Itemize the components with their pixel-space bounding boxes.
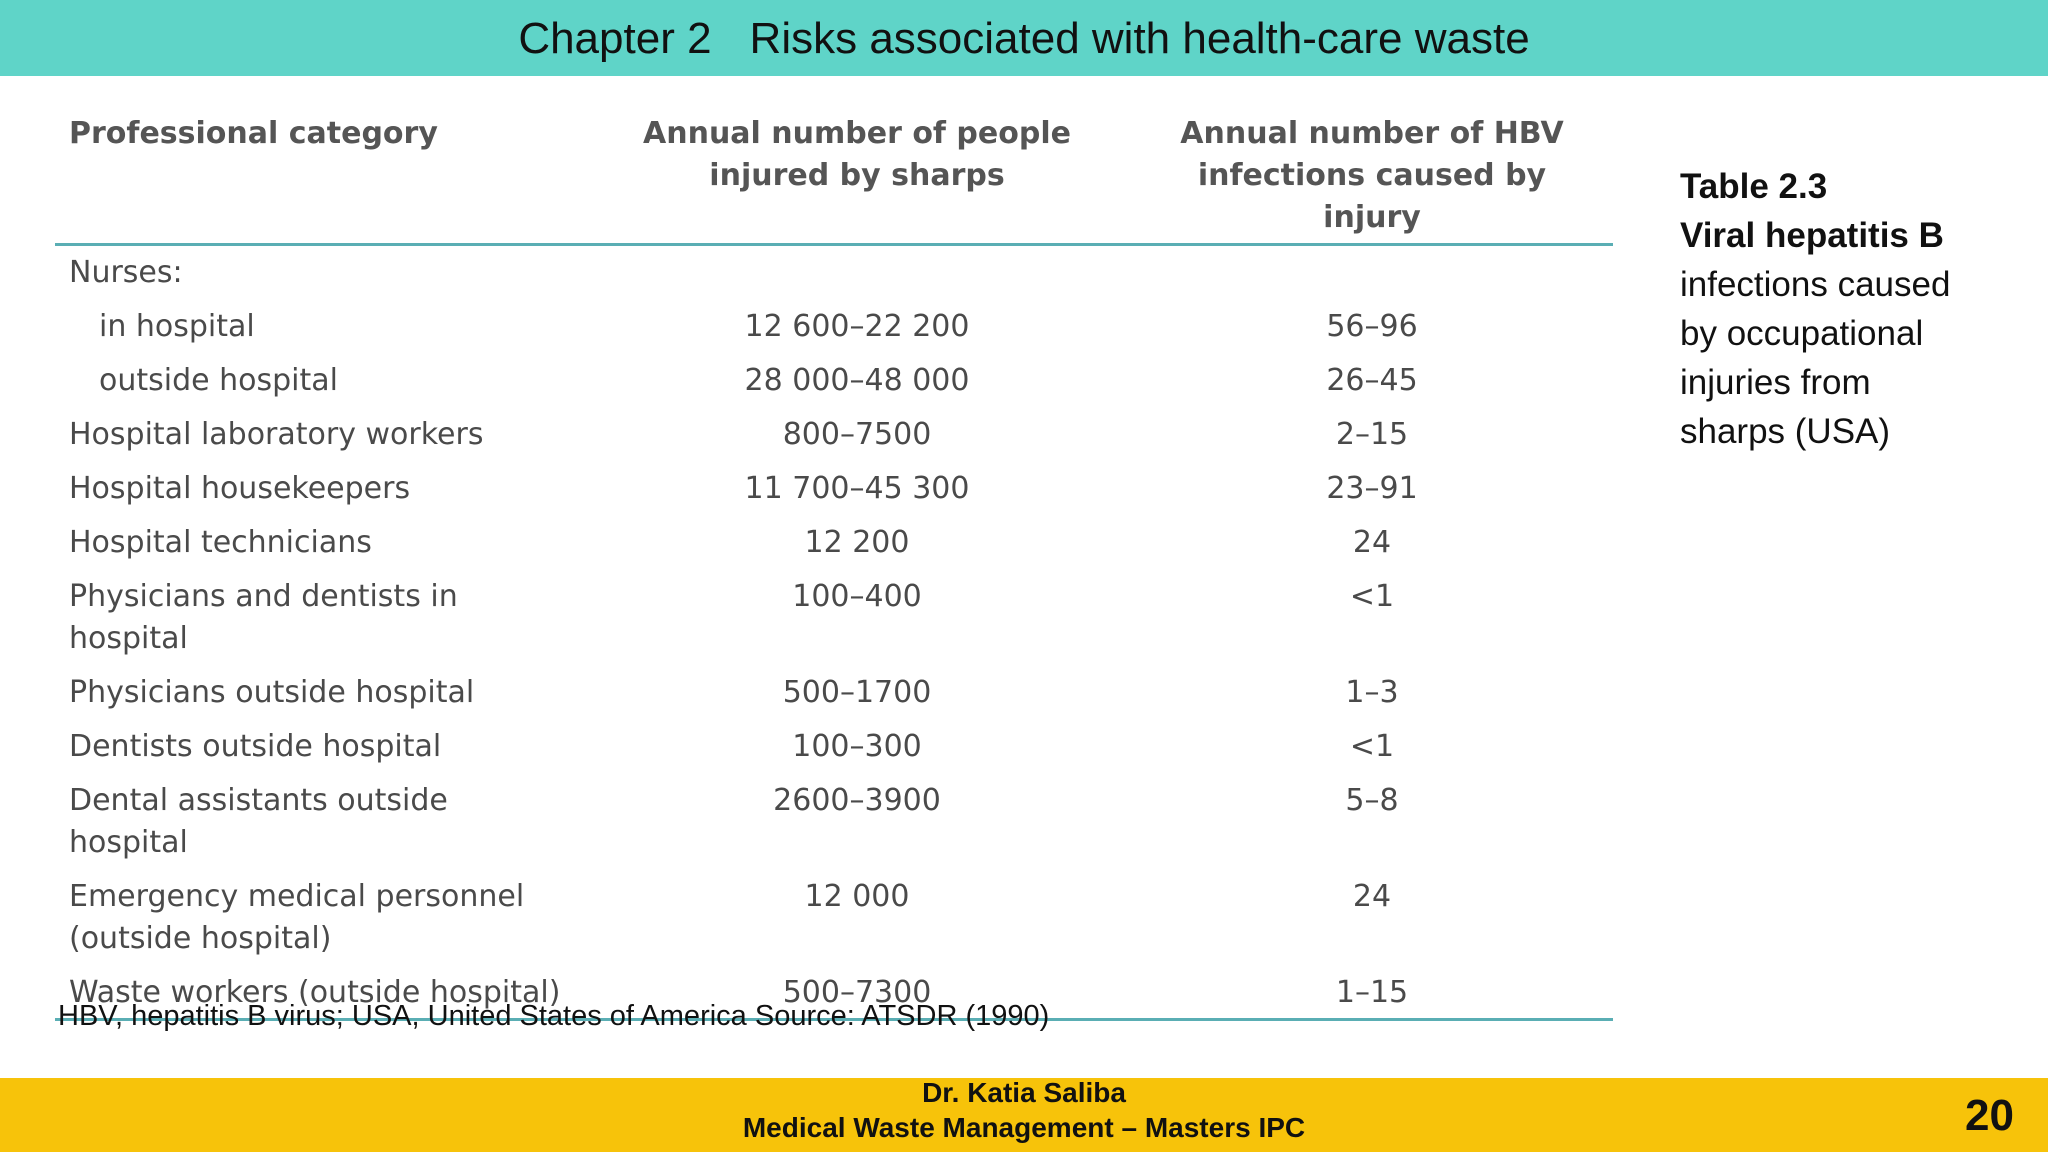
table-row	[55, 720, 1613, 774]
row-infections: 24	[1352, 525, 1392, 560]
row-infections: <1	[1349, 729, 1395, 764]
table-header-row	[55, 108, 1613, 245]
row-infections: 24	[1352, 879, 1392, 914]
row-injured: 500–7300	[583, 966, 1131, 1020]
row-injured: 100–400	[792, 579, 922, 614]
table-caption	[1680, 162, 2020, 456]
row-category: Hospital technicians	[69, 525, 372, 560]
row-category: Dental assistants outside hospital	[69, 783, 448, 860]
footer-course: Medical Waste Management – Masters IPC	[742, 1112, 1306, 1143]
row-infections: 1–3	[1345, 675, 1399, 710]
table-row	[55, 570, 1613, 666]
column-header-category: Professional category	[55, 108, 583, 245]
row-infections: 23–91	[1326, 471, 1418, 506]
caption-label: Table 2.3	[1680, 167, 1828, 206]
row-injured: 100–300	[792, 729, 922, 764]
row-injured: 11 700–45 300	[744, 471, 970, 506]
row-injured: 12 600–22 200	[744, 309, 970, 344]
caption-line: injuries from	[1680, 363, 1871, 402]
row-injured	[583, 245, 1131, 301]
footer-author: Dr. Katia Saliba	[922, 1077, 1126, 1108]
table-row	[55, 354, 1613, 408]
row-category: Physicians outside hospital	[69, 675, 475, 710]
slide-title	[0, 0, 2048, 76]
row-category: in hospital	[99, 309, 255, 344]
row-infections: <1	[1349, 579, 1395, 614]
row-infections	[1131, 245, 1613, 301]
column-header-infections: Annual number of HBV infections caused by injury	[1131, 108, 1613, 245]
table-row	[55, 516, 1613, 570]
row-infections: 1–15	[1131, 966, 1613, 1020]
row-injured: 12 000	[804, 879, 910, 914]
caption-line: by occupational	[1680, 314, 1924, 353]
chapter-label: Chapter 2	[518, 14, 712, 63]
row-infections: 5–8	[1345, 783, 1399, 818]
row-infections: 2–15	[1335, 417, 1409, 452]
hbv-injury-table	[55, 108, 1613, 1021]
table-row	[55, 245, 1613, 301]
caption-line: infections caused	[1680, 265, 1951, 304]
table-row	[55, 408, 1613, 462]
row-category: outside hospital	[99, 363, 338, 398]
row-injured: 12 200	[804, 525, 910, 560]
row-category: Dentists outside hospital	[69, 729, 442, 764]
table-row	[55, 870, 1613, 966]
row-category: Waste workers (outside hospital)	[55, 966, 583, 1020]
table-row	[55, 666, 1613, 720]
page-number: 20	[1965, 1091, 2014, 1140]
caption-line: sharps (USA)	[1680, 412, 1891, 451]
column-header-injured: Annual number of people injured by sharps	[583, 108, 1131, 245]
row-category: Emergency medical personnel (outside hospital)	[69, 879, 525, 956]
row-category: Hospital housekeepers	[69, 471, 411, 506]
table-row	[55, 462, 1613, 516]
table-row	[55, 774, 1613, 870]
row-category: Physicians and dentists in hospital	[69, 579, 458, 656]
row-injured: 2600–3900	[773, 783, 941, 818]
row-injured: 28 000–48 000	[744, 363, 970, 398]
row-category: Nurses:	[69, 255, 183, 290]
row-category: Hospital laboratory workers	[69, 417, 484, 452]
caption-title: Viral hepatitis B	[1680, 216, 1944, 255]
row-infections: 56–96	[1326, 309, 1418, 344]
row-injured: 800–7500	[782, 417, 932, 452]
table-row	[55, 300, 1613, 354]
table-footnote: HBV, hepatitis B virus; USA, United States of America Source: ATSDR (1990)	[58, 1000, 1050, 1032]
chapter-title: Risks associated with health-care waste	[749, 14, 1530, 63]
row-infections: 26–45	[1326, 363, 1418, 398]
row-injured: 500–1700	[782, 675, 932, 710]
